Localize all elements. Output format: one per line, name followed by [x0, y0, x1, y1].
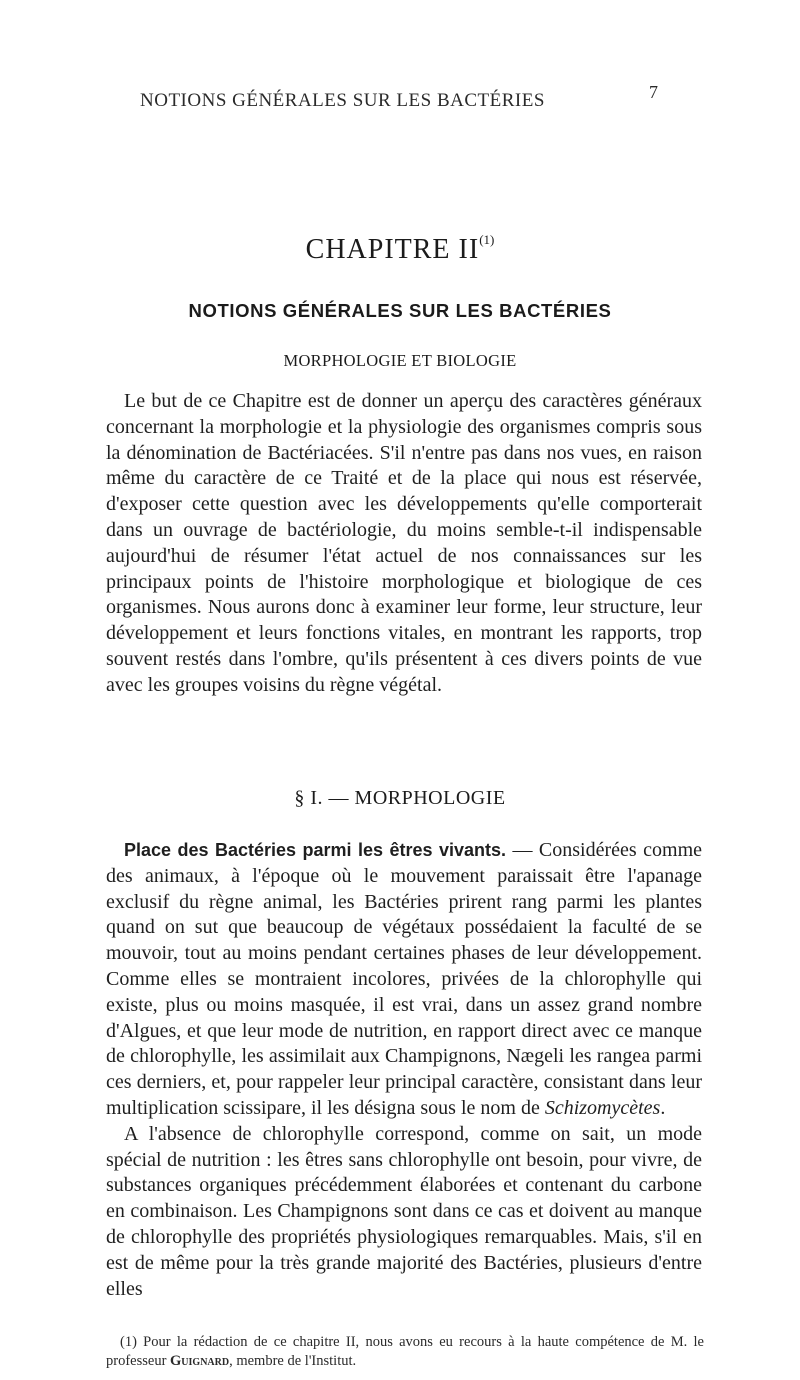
intro-paragraph: Le but de ce Chapitre est de donner un aperçu des caractères généraux concernant la morphologie et la physiologie des organismes compris sous la dénomination de Bactériacées. S'il n'entre pas dans nos vues, en raison même du caractère de ce Traité et de la place qui nous est réservée, d'exposer cette question avec les développements qu'elle comporterait dans un ouvrage de bactériologie, du moins semble-t-il indispensable aujourd'hui de résumer l'état actuel de nos connaissances sur les principaux points de l'histoire morphologique et biologique de ces organismes. Nous aurons donc à examiner leur forme, leur structure, leur développement et leurs fonctions vitales, en montrant les rapports, trop souvent restés dans l'ombre, qu'ils présentent à ces divers points de vue avec les groupes voisins du règne végétal. [106, 390, 702, 696]
morphology-paragraph-1 [106, 838, 702, 1122]
footnote-author-name: Guignard [170, 1353, 230, 1369]
page-number: 7 [649, 82, 658, 102]
chapter-title-text: CHAPITRE II [305, 234, 480, 265]
running-header [140, 82, 658, 116]
footnote-lead: (1) Pour la rédaction de ce chapitre II, nous avons eu recours à la haute compétence de M. le professeur [106, 1334, 704, 1369]
chapter-title [0, 232, 800, 266]
footnote-text [106, 1333, 704, 1371]
morphology-text-block [106, 838, 702, 1302]
footnote-marker[interactable]: (1) [479, 232, 495, 247]
footnote [106, 1333, 704, 1371]
chapter-heading: NOTIONS GÉNÉRALES SUR LES BACTÉRIES [188, 300, 612, 321]
morphology-paragraph-2: A l'absence de chlorophylle correspond, comme on sait, un mode spécial de nutrition : les êtres sans chlorophylle ont besoin, pour vivre, de substances organiques précédemment élaborées et contenant du carbone en combinaison. Les Champignons sont dans ce cas et doivent au manque de chlorophylle des propriétés physiologiques remarquables. Mais, s'il en est de même pour la très grande majorité des Bactéries, plusieurs d'entre elles [106, 1122, 702, 1300]
run-in-title: Place des Bactéries parmi les êtres vivants. [124, 840, 506, 860]
section-heading-morphologie: § I. — MORPHOLOGIE [294, 787, 506, 809]
chapter-subheading: MORPHOLOGIE ET BIOLOGIE [283, 351, 517, 370]
paragraph-1-text: — Considérées comme des animaux, à l'époque où le mouvement paraissait être l'apanage exclusif du règne animal, les Bactéries prirent rang parmi les plantes quand on sut que beaucoup de végétaux possédaient la faculté de se mouvoir, tout au moins pendant certaines phases de leur développement. Comme elles se montraient incolores, privées de la chlorophylle qui existe, plus ou moins masquée, il est vrai, dans un assez grand nombre d'Algues, et que leur mode de nutrition, en rapport direct avec ce manque de chlorophylle, les assimilait aux Champignons, Nægeli les rangea parmi ces derniers, et, pour rappeler leur principal caractère, consistant dans leur multiplication scissipare, il les désigna sous le nom de [106, 839, 703, 1119]
running-title: NOTIONS GÉNÉRALES SUR LES BACTÉRIES [140, 90, 545, 111]
footnote-tail: , membre de l'Institut. [229, 1353, 357, 1369]
intro-paragraph-block [106, 389, 702, 699]
paragraph-1-end: . [660, 1096, 666, 1119]
schizomycetes-term: Schizomycètes [544, 1096, 661, 1119]
